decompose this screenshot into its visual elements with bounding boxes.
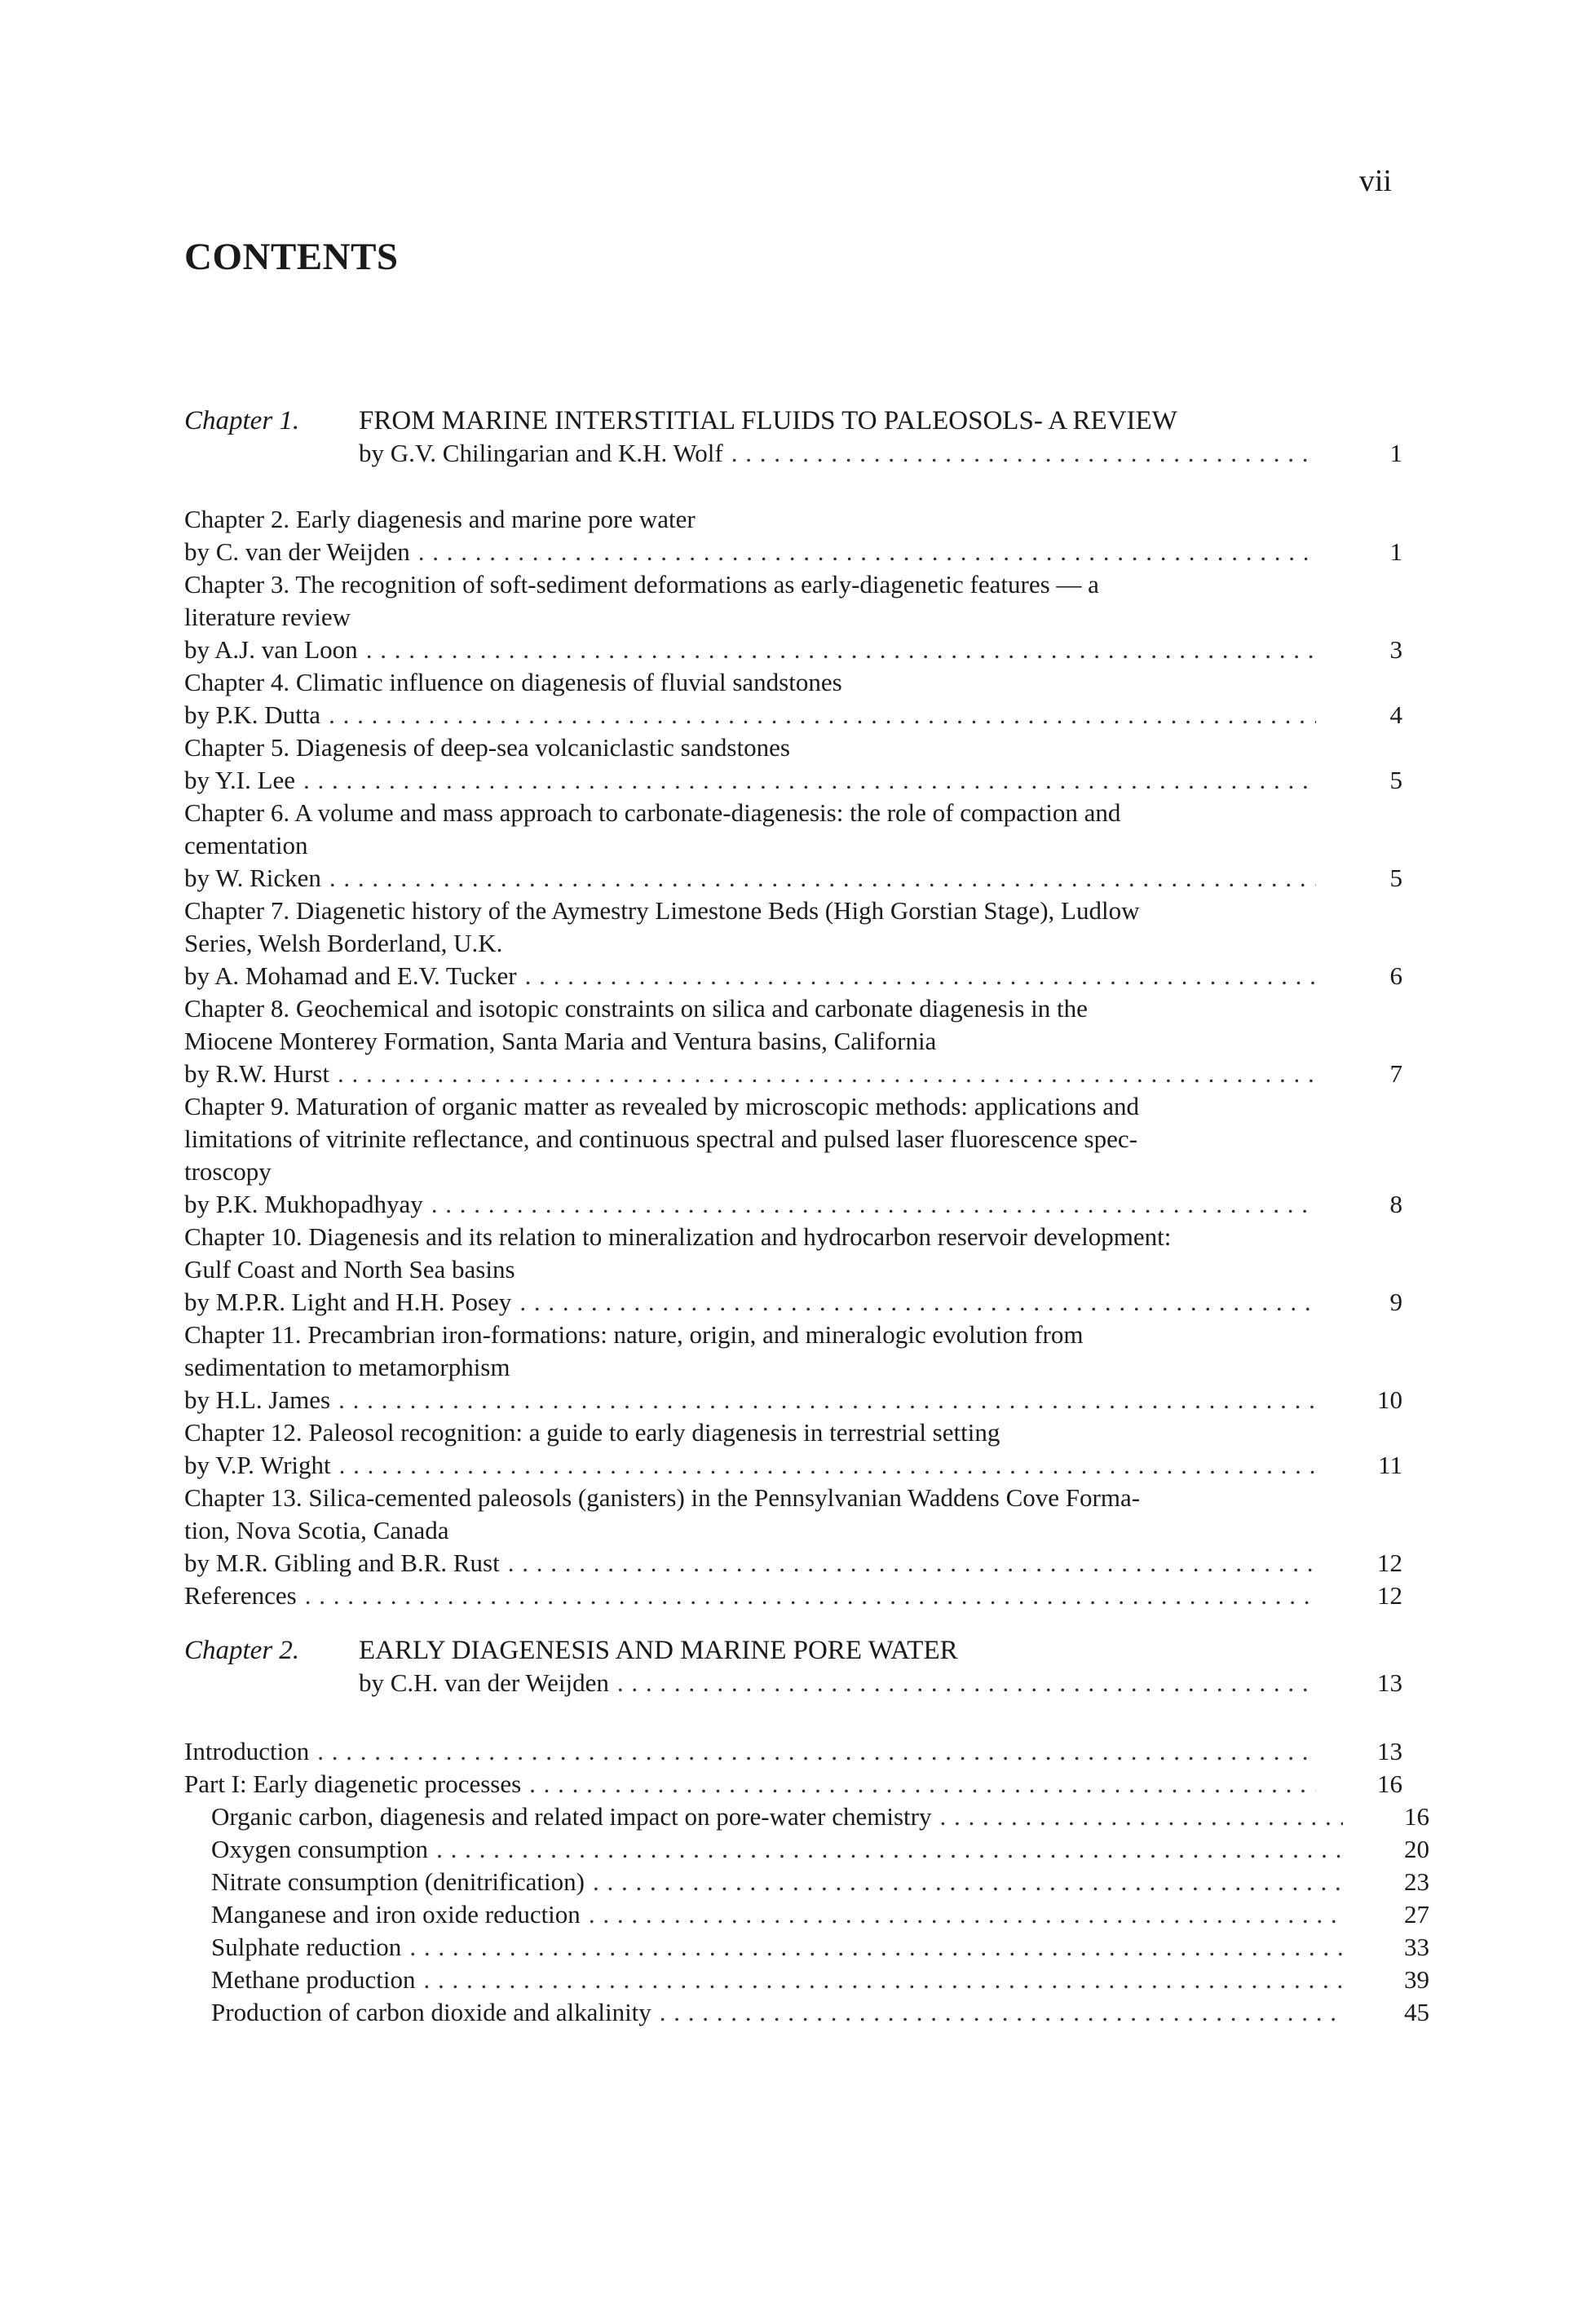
- toc-section-row: [184, 1800, 1429, 1833]
- leader-dots: [366, 634, 1316, 666]
- leader-dots: [338, 1058, 1316, 1090]
- leader-dots: [939, 1800, 1343, 1833]
- references-row: [184, 1580, 1402, 1612]
- toc-entry-title-line: tion, Nova Scotia, Canada: [184, 1516, 449, 1544]
- leader-dots: [589, 1898, 1343, 1931]
- toc-entry-byline-row: [184, 960, 1402, 992]
- toc-entry-byline-row: [184, 634, 1402, 666]
- toc-entry-byline: by Y.I. Lee: [184, 766, 296, 794]
- toc-entry-page: 5: [1389, 864, 1402, 892]
- toc-entry-byline-row: [184, 1449, 1402, 1482]
- leader-dots: [424, 1964, 1343, 1996]
- toc-section-title: Organic carbon, diagenesis and related impact on pore-water chemistry: [211, 1802, 932, 1831]
- toc-entry-title-line: limitations of vitrinite reflectance, and continuous spectral and pulsed laser fluorescence spec-: [184, 1124, 1137, 1153]
- toc-entry-byline-row: [184, 536, 1402, 568]
- toc-entry-title-line: troscopy: [184, 1157, 272, 1186]
- toc-entry-title-line: Chapter 2. Early diagenesis and marine pore water: [184, 505, 696, 533]
- page-title: CONTENTS: [184, 236, 399, 278]
- toc-entry: [184, 992, 1402, 1090]
- toc-entry-page: 11: [1378, 1451, 1402, 1479]
- toc-section-title: Sulphate reduction: [211, 1933, 402, 1961]
- toc-entry-page: 5: [1389, 766, 1402, 794]
- leader-dots: [660, 1996, 1343, 2029]
- toc-entry-byline: by A.J. van Loon: [184, 635, 358, 664]
- toc-section-row: [184, 1996, 1429, 2029]
- chapter-1-byline-row: [184, 437, 1402, 470]
- toc-entry: [184, 666, 1402, 731]
- toc-entry-page: 12: [1377, 1549, 1402, 1577]
- toc-entry-title-line: Chapter 3. The recognition of soft-sediment deformations as early-diagenetic features — a: [184, 570, 1099, 599]
- toc-entry-page: 9: [1389, 1288, 1402, 1316]
- toc-entry-byline-row: [184, 764, 1402, 797]
- chapter-2-heading: [184, 1634, 1402, 1699]
- chapter-2-page: 13: [1377, 1668, 1402, 1697]
- references-page: 12: [1377, 1581, 1402, 1610]
- toc-entry-page: 4: [1389, 700, 1402, 729]
- toc-entry: [184, 731, 1402, 797]
- references-label: References: [184, 1581, 297, 1610]
- toc-section-title: Production of carbon dioxide and alkalinity: [211, 1998, 651, 2026]
- toc-entry-title-line: Gulf Coast and North Sea basins: [184, 1255, 515, 1284]
- toc-section-page: 16: [1404, 1802, 1429, 1831]
- toc-section-page: 45: [1404, 1998, 1429, 2026]
- leader-dots: [431, 1188, 1316, 1221]
- toc-entry-byline-row: [184, 1188, 1402, 1221]
- toc-entry: [184, 895, 1402, 992]
- chapter-1-page: 1: [1389, 439, 1402, 467]
- toc-entry: [184, 1090, 1402, 1221]
- page-number: vii: [1358, 164, 1392, 198]
- toc-section-page: 20: [1404, 1835, 1429, 1863]
- leader-dots: [731, 437, 1316, 470]
- chapter-1-heading: [184, 404, 1402, 470]
- chapter-1-title: FROM MARINE INTERSTITIAL FLUIDS TO PALEOSOLS- A REVIEW: [359, 406, 1177, 435]
- leader-dots: [418, 536, 1316, 568]
- toc-entry-byline-row: [184, 1547, 1402, 1580]
- toc-section-title: Methane production: [211, 1965, 416, 1994]
- toc-section-row: [184, 1735, 1402, 1768]
- toc-section-row: [184, 1768, 1402, 1800]
- toc-entry-byline-row: [184, 1286, 1402, 1319]
- leader-dots: [593, 1866, 1343, 1898]
- toc-entry-byline: by V.P. Wright: [184, 1451, 331, 1479]
- toc-section-title: Nitrate consumption (denitrification): [211, 1867, 585, 1896]
- toc-entry-page: 7: [1389, 1059, 1402, 1088]
- leader-dots: [329, 862, 1316, 895]
- leader-dots: [508, 1547, 1316, 1580]
- toc-entry-title-line: sedimentation to metamorphism: [184, 1353, 510, 1381]
- toc-entry-title-line: Chapter 11. Precambrian iron-formations: nature, origin, and mineralogic evolution from: [184, 1320, 1084, 1349]
- toc-entry-title-line: Chapter 7. Diagenetic history of the Aymestry Limestone Beds (High Gorstian Stage), Ludlow: [184, 896, 1140, 925]
- toc-entry: [184, 568, 1402, 666]
- toc-section-title: Part I: Early diagenetic processes: [184, 1770, 522, 1798]
- toc-entry-byline: by M.P.R. Light and H.H. Posey: [184, 1288, 512, 1316]
- chapter-1-entry-list: [184, 503, 1402, 1612]
- toc-section-page: 16: [1377, 1770, 1402, 1798]
- leader-dots: [436, 1833, 1343, 1866]
- toc-entry: [184, 1221, 1402, 1319]
- toc-entry-title-line: Chapter 6. A volume and mass approach to carbonate-diagenesis: the role of compaction and: [184, 798, 1121, 827]
- toc-section-title: Oxygen consumption: [211, 1835, 429, 1863]
- toc-section-row: [184, 1866, 1429, 1898]
- toc-entry: [184, 1482, 1402, 1580]
- toc-entry-page: 1: [1389, 537, 1402, 566]
- toc-entry-byline: by M.R. Gibling and B.R. Rust: [184, 1549, 500, 1577]
- toc-section-page: 27: [1404, 1900, 1429, 1929]
- toc-entry-byline: by P.K. Dutta: [184, 700, 321, 729]
- toc-entry-title-line: Chapter 5. Diagenesis of deep-sea volcaniclastic sandstones: [184, 733, 790, 762]
- chapter-2-byline: by C.H. van der Weijden: [359, 1668, 609, 1697]
- toc-entry-byline: by R.W. Hurst: [184, 1059, 329, 1088]
- toc-entry-byline-row: [184, 699, 1402, 731]
- toc-entry-title-line: Miocene Monterey Formation, Santa Maria and Ventura basins, California: [184, 1027, 937, 1055]
- leader-dots: [329, 699, 1316, 731]
- chapter-2-title: EARLY DIAGENESIS AND MARINE PORE WATER: [359, 1636, 958, 1665]
- toc-entry-title-line: cementation: [184, 831, 308, 859]
- leader-dots: [409, 1931, 1343, 1964]
- toc-section-title: Manganese and iron oxide reduction: [211, 1900, 581, 1929]
- leader-dots: [525, 960, 1316, 992]
- toc-entry-page: 8: [1389, 1190, 1402, 1218]
- toc-entry-title-line: Chapter 9. Maturation of organic matter as revealed by microscopic methods: applications and: [184, 1092, 1140, 1120]
- leader-dots: [317, 1735, 1316, 1768]
- toc-entry-page: 10: [1377, 1385, 1402, 1414]
- toc-section-row: [184, 1931, 1429, 1964]
- chapter-1-label: Chapter 1.: [184, 406, 300, 435]
- toc-entry-byline: by C. van der Weijden: [184, 537, 410, 566]
- leader-dots: [305, 1580, 1316, 1612]
- toc-entry-title-line: Chapter 12. Paleosol recognition: a guide to early diagenesis in terrestrial setting: [184, 1418, 1000, 1447]
- toc-entry-title-line: Chapter 10. Diagenesis and its relation to mineralization and hydrocarbon reservoir development:: [184, 1222, 1172, 1251]
- toc-entry-byline-row: [184, 862, 1402, 895]
- toc-entry-title-line: Chapter 8. Geochemical and isotopic constraints on silica and carbonate diagenesis in the: [184, 994, 1088, 1023]
- toc-entry: [184, 503, 1402, 568]
- toc-entry-title-line: Chapter 13. Silica-cemented paleosols (ganisters) in the Pennsylvanian Waddens Cove Forma-: [184, 1483, 1141, 1512]
- toc-entry-byline: by P.K. Mukhopadhyay: [184, 1190, 423, 1218]
- toc-entry: [184, 1416, 1402, 1482]
- toc-section-page: 23: [1404, 1867, 1429, 1896]
- toc-section-row: [184, 1964, 1429, 1996]
- toc-entry-title-line: Series, Welsh Borderland, U.K.: [184, 929, 503, 957]
- toc-section-title: Introduction: [184, 1737, 310, 1765]
- toc-section-page: 13: [1377, 1737, 1402, 1765]
- leader-dots: [519, 1286, 1316, 1319]
- chapter-1-byline: by G.V. Chilingarian and K.H. Wolf: [359, 439, 723, 467]
- toc-section-page: 39: [1404, 1965, 1429, 1994]
- toc-entry-byline: by W. Ricken: [184, 864, 321, 892]
- toc-entry-page: 6: [1389, 961, 1402, 990]
- chapter-2-label: Chapter 2.: [184, 1636, 300, 1665]
- toc-section-page: 33: [1404, 1933, 1429, 1961]
- toc-entry-byline: by H.L. James: [184, 1385, 331, 1414]
- leader-dots: [529, 1768, 1316, 1800]
- toc-section-row: [184, 1898, 1429, 1931]
- leader-dots: [338, 1384, 1316, 1416]
- toc-entry-title-line: literature review: [184, 603, 351, 631]
- toc-entry-byline-row: [184, 1058, 1402, 1090]
- leader-dots: [617, 1667, 1316, 1699]
- toc-entry-byline-row: [184, 1384, 1402, 1416]
- toc-entry-page: 3: [1389, 635, 1402, 664]
- leader-dots: [339, 1449, 1316, 1482]
- toc-entry-title-line: Chapter 4. Climatic influence on diagenesis of fluvial sandstones: [184, 668, 842, 696]
- chapter-2-byline-row: [184, 1667, 1402, 1699]
- leader-dots: [303, 764, 1316, 797]
- toc-section-row: [184, 1833, 1429, 1866]
- toc-entry-byline: by A. Mohamad and E.V. Tucker: [184, 961, 517, 990]
- toc-entry: [184, 1319, 1402, 1416]
- chapter-2-section-list: [184, 1735, 1429, 2029]
- toc-entry: [184, 797, 1402, 895]
